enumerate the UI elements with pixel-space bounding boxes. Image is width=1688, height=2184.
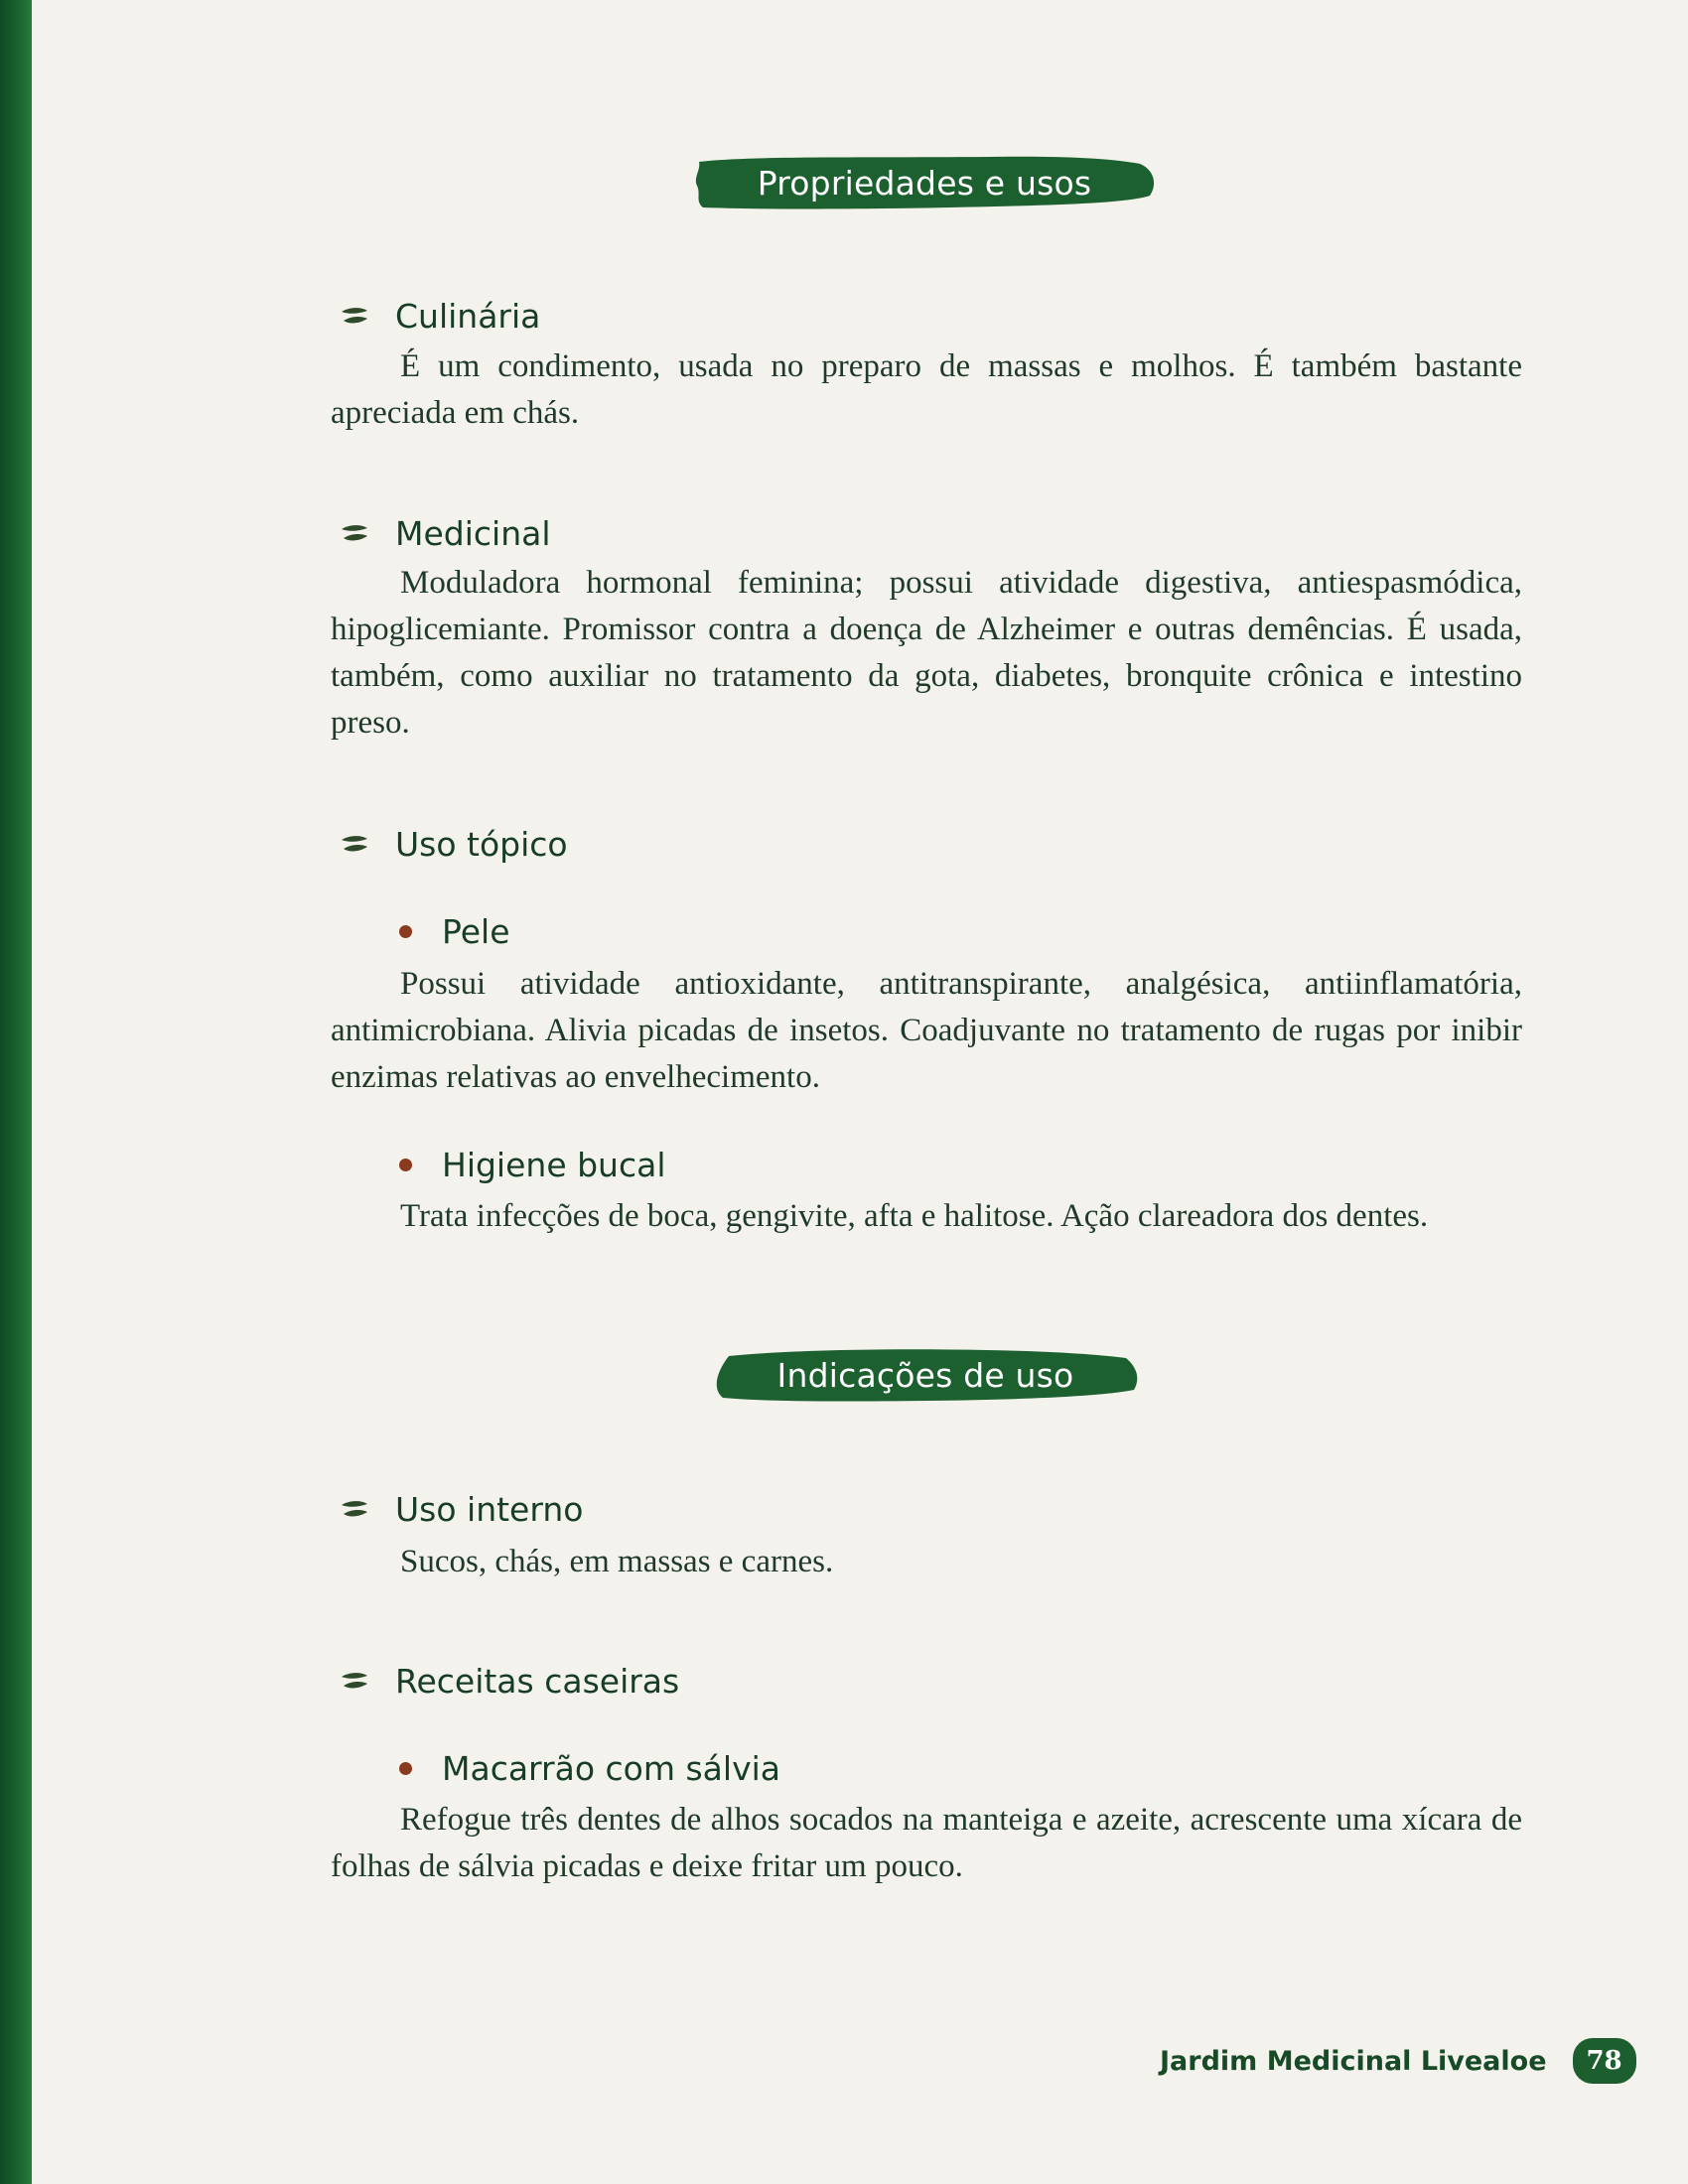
page-footer bbox=[1160, 2037, 1636, 2085]
heading-medicinal: Medicinal bbox=[340, 511, 551, 555]
dot-bullet-icon bbox=[399, 1762, 412, 1775]
heading-receitas-caseiras: Receitas caseiras bbox=[340, 1659, 679, 1703]
paragraph-macarrao: Refogue três dentes de alhos socados na manteiga e azeite, acrescente uma xícara de folhas de sálvia picadas e deixe fritar um pouco. bbox=[331, 1802, 1522, 1884]
dot-bullet-icon bbox=[399, 1159, 412, 1171]
leaf-bullet-icon bbox=[340, 522, 369, 544]
paragraph-medicinal: Moduladora hormonal feminina; possui atividade digestiva, antiespasmódica, hipoglicemiante. Promissor contra a doença de Alzheimer e outras demências. É usada, também, como auxiliar no tratamento da gota, diabetes, bronquite crônica e intestino preso. bbox=[331, 565, 1522, 741]
leaf-bullet-icon bbox=[340, 1670, 369, 1692]
dot-bullet-icon bbox=[399, 925, 412, 938]
section-title: Indicações de uso bbox=[776, 1355, 1074, 1395]
section-title: Propriedades e usos bbox=[757, 163, 1092, 203]
paragraph-culinaria: É um condimento, usada no preparo de massas e molhos. É também bastante apreciada em chás. bbox=[331, 348, 1522, 431]
section-banner-propriedades bbox=[691, 152, 1158, 213]
paragraph-higiene-bucal: Trata infecções de boca, gengivite, afta e halitose. Ação clareadora dos dentes. bbox=[400, 1198, 1429, 1234]
page-number-badge: 78 bbox=[1573, 2038, 1636, 2084]
heading-uso-topico: Uso tópico bbox=[340, 822, 568, 866]
leaf-bullet-icon bbox=[340, 833, 369, 855]
section-banner-indicacoes bbox=[709, 1344, 1142, 1406]
footer-title: Jardim Medicinal Livealoe bbox=[1160, 2045, 1547, 2077]
leaf-bullet-icon bbox=[340, 1498, 369, 1520]
heading-uso-interno: Uso interno bbox=[340, 1487, 583, 1531]
paragraph-uso-interno: Sucos, chás, em massas e carnes. bbox=[400, 1544, 834, 1579]
heading-culinaria: Culinária bbox=[340, 294, 540, 338]
subheading-pele: Pele bbox=[399, 909, 510, 953]
subheading-higiene-bucal: Higiene bucal bbox=[399, 1143, 666, 1186]
green-spine bbox=[0, 0, 32, 2184]
subheading-macarrao-com-salvia: Macarrão com sálvia bbox=[399, 1746, 780, 1790]
paragraph-pele: Possui atividade antioxidante, antitranspirante, analgésica, antiinflamatória, antimicrobiana. Alivia picadas de insetos. Coadjuvante no tratamento de rugas por inibir enzimas relativas ao envelhecimento. bbox=[331, 966, 1522, 1095]
leaf-bullet-icon bbox=[340, 305, 369, 327]
